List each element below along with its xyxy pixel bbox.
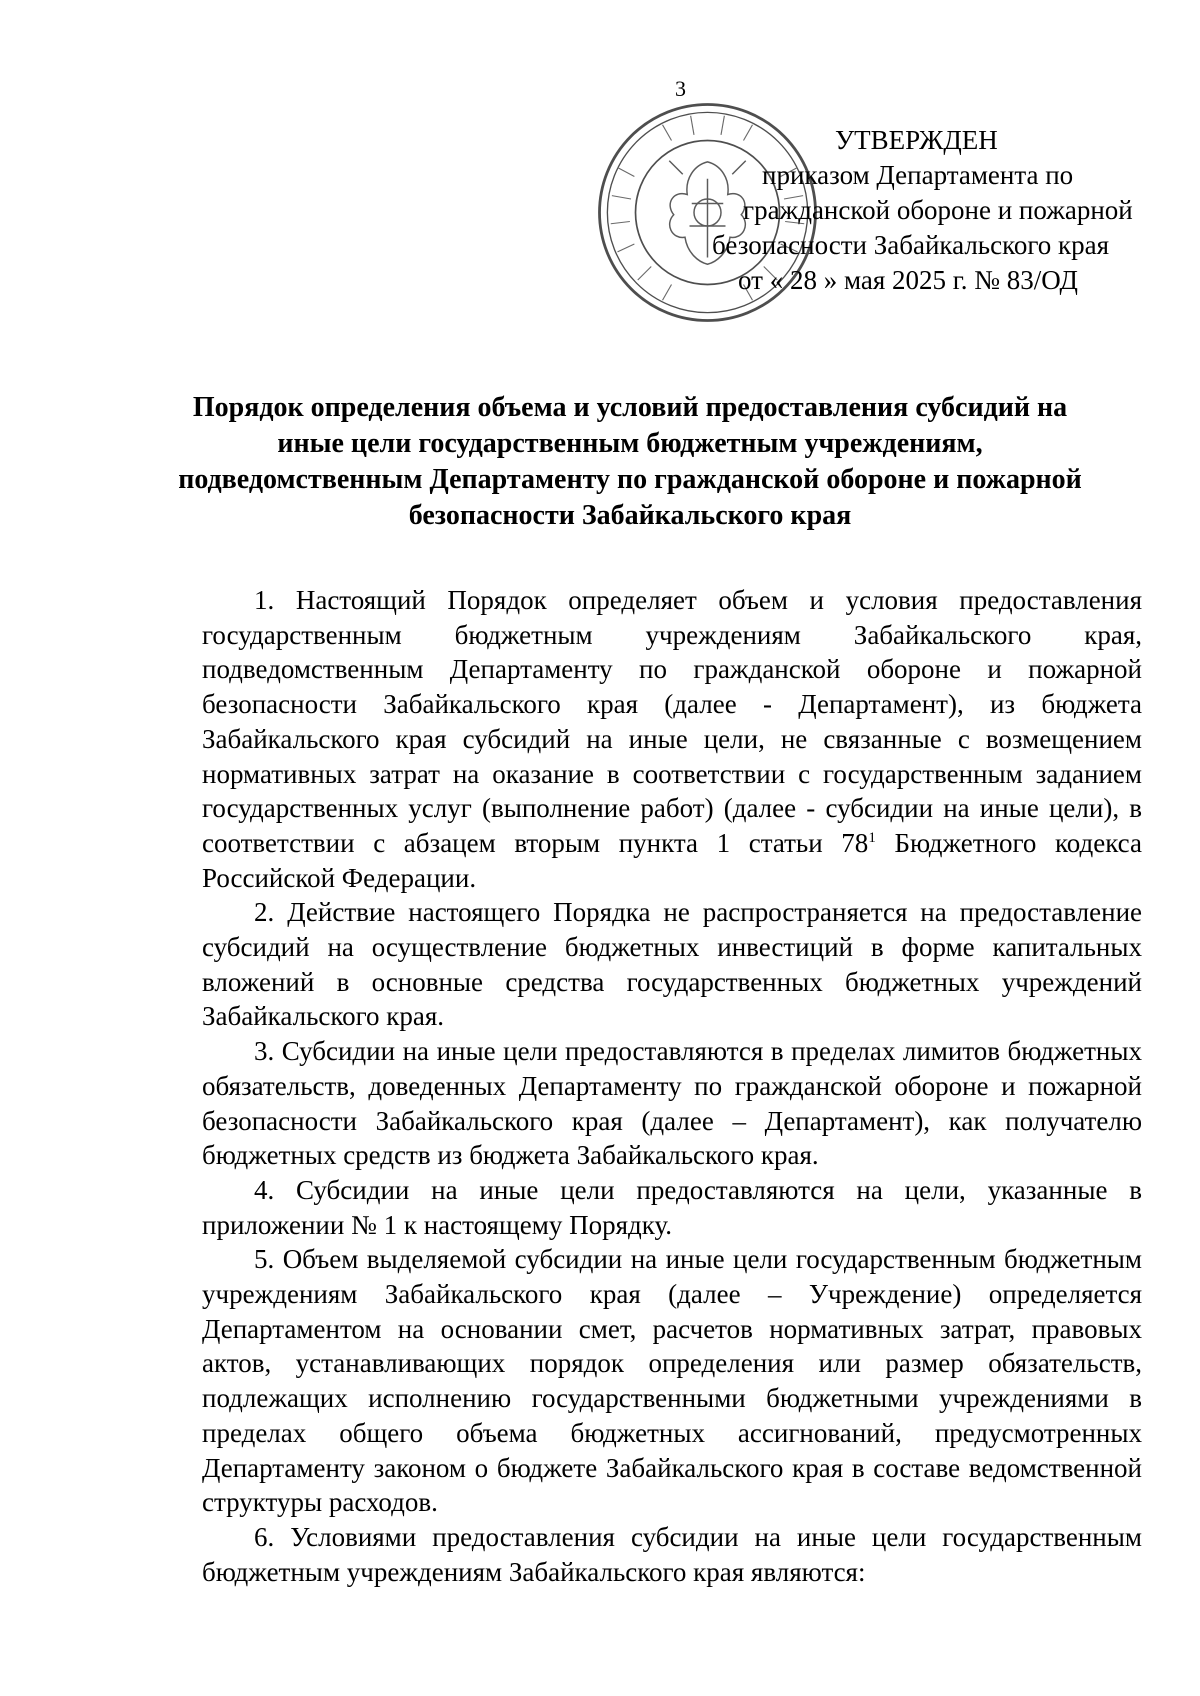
document-body bbox=[202, 583, 1142, 1589]
title-line: Порядок определения объема и условий предоставления субсидий на bbox=[192, 392, 1068, 423]
paragraph-1 bbox=[202, 583, 1142, 895]
paragraph-6: 6. Условиями предоставления субсидии на иные цели государственным бюджетным учреждениям Забайкальского края являются: bbox=[202, 1521, 1142, 1587]
superscript: 1 bbox=[868, 829, 876, 846]
paragraph-text: Бюджетного кодекса Российской Федерации. bbox=[202, 827, 1142, 893]
title-line: подведомственным Департаменту по гражданской обороне и пожарной bbox=[178, 464, 1082, 495]
approval-block bbox=[690, 123, 1140, 298]
paragraph-text: 1. Настоящий Порядок определяет объем и условия предоставления государственным бюджетным учреждениям Забайкальского края, подведомственным Департаменту по гражданской обороне и пожарной безопасности Забайкальского края (далее - Департамент), из бюджета Забайкальского края субсидий на иные цели, не связанные с возмещением нормативных затрат на оказание в соответствии с государственным заданием государственных услуг (выполнение работ) (далее - субсидии на иные цели), в соответствии с абзацем вторым пункта 1 статьи 78 bbox=[202, 585, 1142, 858]
page-number: 3 bbox=[675, 76, 686, 101]
paragraph-5: 5. Объем выделяемой субсидии на иные цели государственным бюджетным учреждениям Забайкальского края (далее – Учреждение) определяется Департаментом на основании смет, расчетов нормативных затрат, правовых актов, устанавливающих порядок определения или размер обязательств, подлежащих исполнению государственными бюджетными учреждениями в пределах общего объема бюджетных ассигнований, предусмотренных Департаменту законом о бюджете Забайкальского края в составе ведомственной структуры расходов. bbox=[202, 1244, 1142, 1518]
approval-date-line: от « 28 » мая 2025 г. № 83/ОД bbox=[738, 265, 1078, 295]
title-line: безопасности Забайкальского края bbox=[408, 500, 852, 531]
paragraph-3: 3. Субсидии на иные цели предоставляются в пределах лимитов бюджетных обязательств, доведенных Департаменту по гражданской обороне и пожарной безопасности Забайкальского края (далее – Департамент), как получателю бюджетных средств из бюджета Забайкальского края. bbox=[202, 1036, 1142, 1171]
approval-line: гражданской обороне и пожарной bbox=[743, 195, 1133, 225]
approval-title: УТВЕРЖДЕН bbox=[835, 125, 998, 155]
paragraph-2: 2. Действие настоящего Порядка не распространяется на предоставление субсидий на осуществление бюджетных инвестиций в форме капитальных вложений в основные средства государственных бюджетных учреждений Забайкальского края. bbox=[202, 897, 1142, 1032]
approval-line: приказом Департамента по bbox=[762, 160, 1074, 190]
title-line: иные цели государственным бюджетным учреждениям, bbox=[277, 428, 983, 459]
approval-line: безопасности Забайкальского края bbox=[712, 230, 1110, 260]
paragraph-4: 4. Субсидии на иные цели предоставляются на цели, указанные в приложении № 1 к настоящему Порядку. bbox=[202, 1174, 1142, 1240]
document-title bbox=[150, 390, 1110, 534]
